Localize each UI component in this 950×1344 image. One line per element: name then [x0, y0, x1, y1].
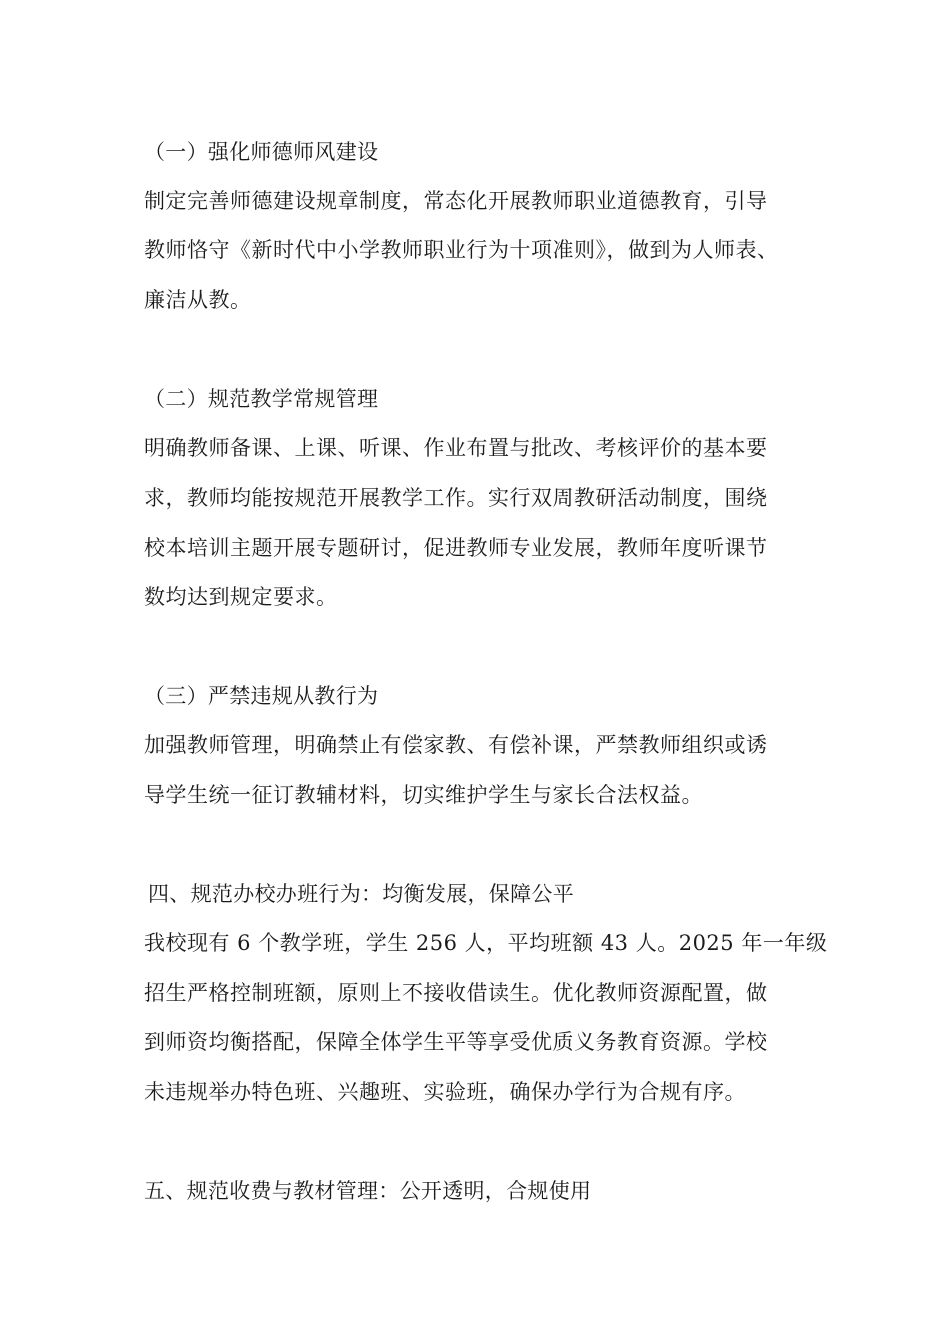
section-2-line-2: 求，教师均能按规范开展教学工作。实行双周教研活动制度，围绕 [144, 486, 768, 510]
section-4-line-1: 我校现有 6 个教学班，学生 256 人，平均班额 43 人。2025 年一年级 [144, 931, 828, 955]
section-3-line-2: 导学生统一征订教辅材料，切实维护学生与家长合法权益。 [144, 783, 703, 807]
section-3-line-1: 加强教师管理，明确禁止有偿家教、有偿补课，严禁教师组织或诱 [144, 733, 768, 757]
section-1-line-2: 教师恪守《新时代中小学教师职业行为十项准则》，做到为人师表、 [144, 238, 779, 262]
section-1-heading: （一）强化师德师风建设 [144, 140, 379, 164]
section-5-heading: 五、规范收费与教材管理：公开透明，合规使用 [144, 1179, 592, 1203]
section-2-line-4: 数均达到规定要求。 [144, 585, 338, 609]
section-4-line-3: 到师资均衡搭配，保障全体学生平等享受优质义务教育资源。学校 [144, 1030, 768, 1054]
section-4-line-2: 招生严格控制班额，原则上不接收借读生。优化教师资源配置，做 [144, 981, 768, 1005]
section-3-heading: （三）严禁违规从教行为 [144, 684, 379, 708]
section-4-heading: 四、规范办校办班行为：均衡发展，保障公平 [148, 882, 574, 906]
section-2-line-1: 明确教师备课、上课、听课、作业布置与批改、考核评价的基本要 [144, 436, 768, 460]
section-1-line-1: 制定完善师德建设规章制度，常态化开展教师职业道德教育，引导 [144, 189, 768, 213]
section-2-line-3: 校本培训主题开展专题研讨，促进教师专业发展，教师年度听课节 [144, 536, 768, 560]
section-4-line-4: 未违规举办特色班、兴趣班、实验班，确保办学行为合规有序。 [144, 1080, 746, 1104]
section-1-line-3: 廉洁从教。 [144, 288, 252, 312]
section-2-heading: （二）规范教学常规管理 [144, 387, 379, 411]
